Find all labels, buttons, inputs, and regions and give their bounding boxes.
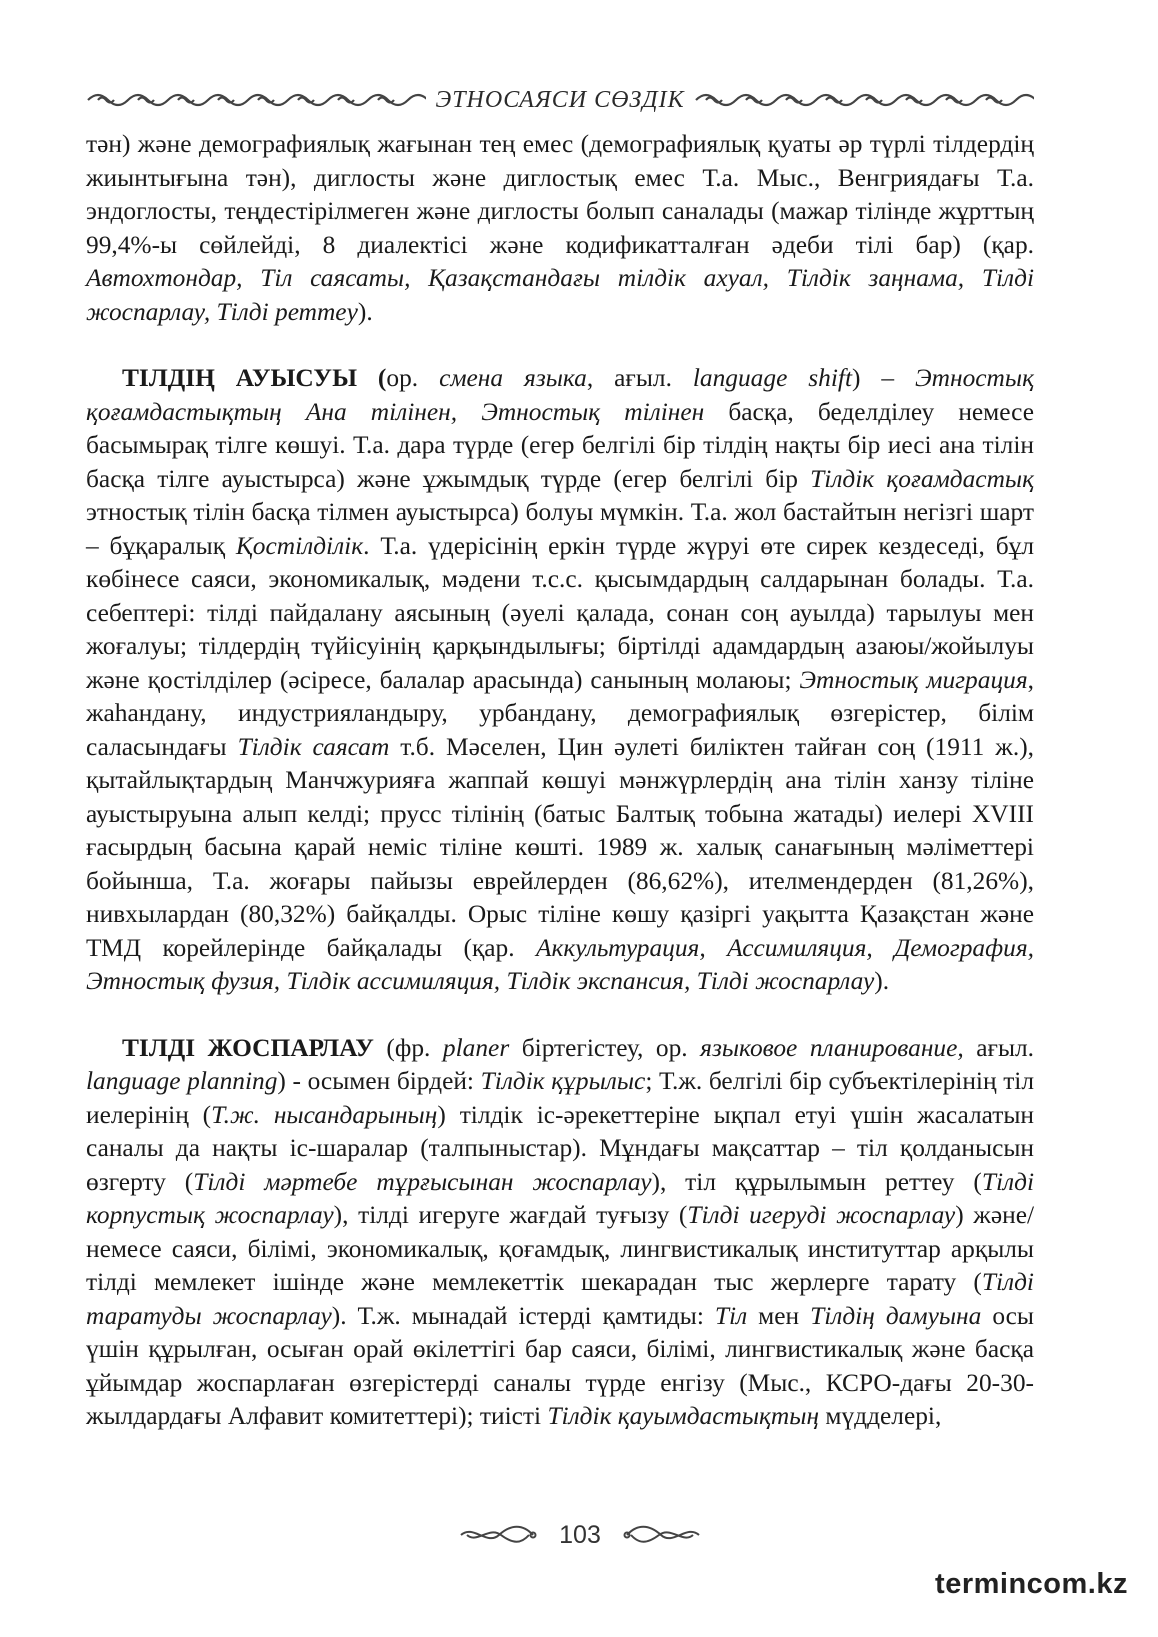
cross-reference-text: Этностық қоғамдастықтың Ана тілінен, Этностық тілінен (86, 364, 1034, 426)
swirl-right-icon (623, 1522, 703, 1548)
cross-reference-text: смена языка (439, 364, 587, 392)
text-run: т.б. Мəселен, Цин əулеті биліктен тайған соң (1911 ж.), қытайлықтардың Манчжурияға жаппай көшуі мəнжүрлердің ана тілін ханзу тіліне ауыстыруына алып келді; прусс тілінің (батыс Балтық тобына жатады) иелері XVIII ғасырдың басына қарай неміс тіліне көшті. 1989 ж. халық санағының мəліметтері бойынша, Т.а. жоғары пайызы еврейлерден (86,62%), ителмендерден (81,26%), нивхылардан (80,32%) байқалды. Орыс тіліне көшу қазіргі уақытта Қазақстан жəне ТМД корейлерінде байқалады (қар. (86, 732, 1034, 962)
text-run: ). Т.ж. мынадай істерді қамтиды: (331, 1301, 715, 1330)
entry-language-shift (86, 362, 1034, 999)
text-run: , ағыл. (586, 364, 693, 392)
cross-reference-text: Автохтондар, Тіл саясаты, Қазақстандағы тілдік ахуал, Тілдік заңнама, Тілді жоспарлау, Тілді реттеу (86, 264, 1034, 326)
cross-reference-text: language shift (692, 364, 853, 392)
text-run: мүдделері, (819, 1402, 942, 1430)
text-run: , жаһандану, индустрияландыру, урбандану, демографиялық өзгерістер, білім саласындағы (86, 665, 1034, 761)
text-run: ) тілдік іс-əрекеттеріне ықпал етуі үшін жасалатын саналы да нақты іс-шаралар (талпыныстар). Мұндағы мақсаттар – тіл қолданысын өзгерту ( (86, 1100, 1034, 1196)
ornament-right-icon (694, 89, 1034, 111)
cross-reference-text: language planning (86, 1067, 278, 1095)
cross-reference-text: Этностық миграция (799, 665, 1028, 694)
site-watermark (928, 1561, 1128, 1607)
paragraph-continuation (86, 128, 1034, 329)
text-run: ағыл. (963, 1033, 1035, 1062)
text-run: тəн) жəне демографиялық жағынан тең емес (демографиялық қуаты əр түрлі тілдердің жиынтығына тəн), диглосты жəне диглостық емес Т.а. Мыс., Венгриядағы Т.а. эндоглосты, теңдестірілмеген жəне диглосты болып саналады (мажар тілінде жұрттың 99,4%-ы сөйлейді, 8 диалектісі жəне кодификатталған əдеби тілі бар) (қар. (86, 130, 1034, 259)
cross-reference-text: Аккультурация, Ассимиляция, Демография, Этностық фузия, Тілдік ассимиляция, Тілдік экспансия, Тілді жоспарлау (86, 933, 1034, 995)
text-run: ) – (852, 364, 916, 392)
text-run: ), тіл құрылымын реттеу ( (651, 1167, 982, 1196)
text-run: басқа, беделділеу немесе басымырақ тілге көшуі. Т.а. дара түрде (егер белгілі бір тілдің нақты бір иесі ана тілін басқа тілге ауыстырса) жəне ұжымдық түрде (егер белгілі бір (86, 397, 1034, 493)
text-run: мен (747, 1301, 811, 1330)
text-run: біртегістеу, ор. (509, 1033, 701, 1062)
page-body (86, 128, 1034, 1434)
text-run: . Т.а. үдерісінің еркін түрде жүруі өте сирек кездеседі, бұл көбінесе саяси, экономикалық, мəдени т.с.с. қысымдардың салдарынан болады. Т.а. себептері: тілді пайдалану аясының (əуелі қалада, сонан соң ауылда) тарылуы мен жоғалуы; тілдердің түйісуінің қарқындылығы; біртілді адамдардың азаюы/жойылуы жəне қостілділер (əсіресе, балалар арасында) санының молаюы; (86, 531, 1034, 694)
text-run: ) - осымен бірдей: (277, 1067, 481, 1095)
cross-reference-text: Тілдік қауымдастықтың (547, 1402, 820, 1430)
text-run: ; Т.ж. белгілі бір субъектілерінің тіл иелерінің ( (86, 1067, 1035, 1129)
cross-reference-text: Тілдік қоғамдастық (810, 464, 1034, 493)
cross-reference-text: Тіл (714, 1301, 748, 1330)
text-run: ), тілді игеруге жағдай туғызу ( (333, 1201, 688, 1229)
page-number: 103 (559, 1520, 601, 1549)
cross-reference-text: Қостілділік (235, 531, 364, 560)
cross-reference-text: Тілдің дамуына (810, 1301, 982, 1330)
entry-headword: ТІЛДІҢ АУЫСУЫ ( (122, 364, 387, 392)
cross-reference-text: Тілдік саясат (237, 732, 390, 761)
text-run: ). (874, 967, 890, 995)
text-run: (фр. (373, 1033, 443, 1062)
text-run: ). (357, 297, 373, 326)
text-run: этностық тілін басқа тілмен ауыстырса) болуы мүмкін. Т.а. жол бастайтын негізгі шарт – бұқаралық (86, 498, 1034, 560)
text-run: ) жəне/немесе саяси, білімі, экономикалық, қоғамдық, лингвистикалық институттар арқылы тілді мемлекет ішінде жəне мемлекеттік шекарадан тыс жерлерге тарату ( (86, 1201, 1035, 1296)
header-title: ЭТНОСАЯСИ СӨЗДІК (435, 86, 685, 113)
entry-headword: ТІЛДІ ЖОСПАРЛАУ (122, 1033, 374, 1062)
watermark-text: termincom.kz (935, 1567, 1128, 1600)
swirl-left-icon (457, 1522, 537, 1548)
cross-reference-text: Т.ж. нысандарының (211, 1100, 438, 1129)
cross-reference-text: языковое планирование, (700, 1033, 964, 1062)
page-footer (420, 1515, 740, 1555)
entry-language-planning (86, 1032, 1034, 1434)
cross-reference-text: Тілді игеруді жоспарлау (687, 1201, 956, 1229)
cross-reference-text: Тілдік құрылыс (480, 1067, 646, 1095)
running-header (86, 84, 1034, 116)
cross-reference-text: Тілді мəртебе тұрғысынан жоспарлау (193, 1167, 652, 1196)
cross-reference-text: planer (442, 1033, 510, 1062)
text-run: ор. (386, 364, 440, 392)
text-run: осы үшін құрылған, осыған орай өкілеттігі бар саяси, білімі, лингвистикалық жəне басқа ұйымдар жоспарлаған өзгерістерді саналы түрде енгізу (Мыс., КСРО-дағы 20-30-жылдардағы Алфавит комитеттері); тиісті (86, 1301, 1034, 1430)
ornament-left-icon (86, 89, 426, 111)
cross-reference-text: Тілді таратуды жоспарлау (86, 1268, 1034, 1330)
cross-reference-text: Тілді корпустық жоспарлау (86, 1167, 1035, 1229)
